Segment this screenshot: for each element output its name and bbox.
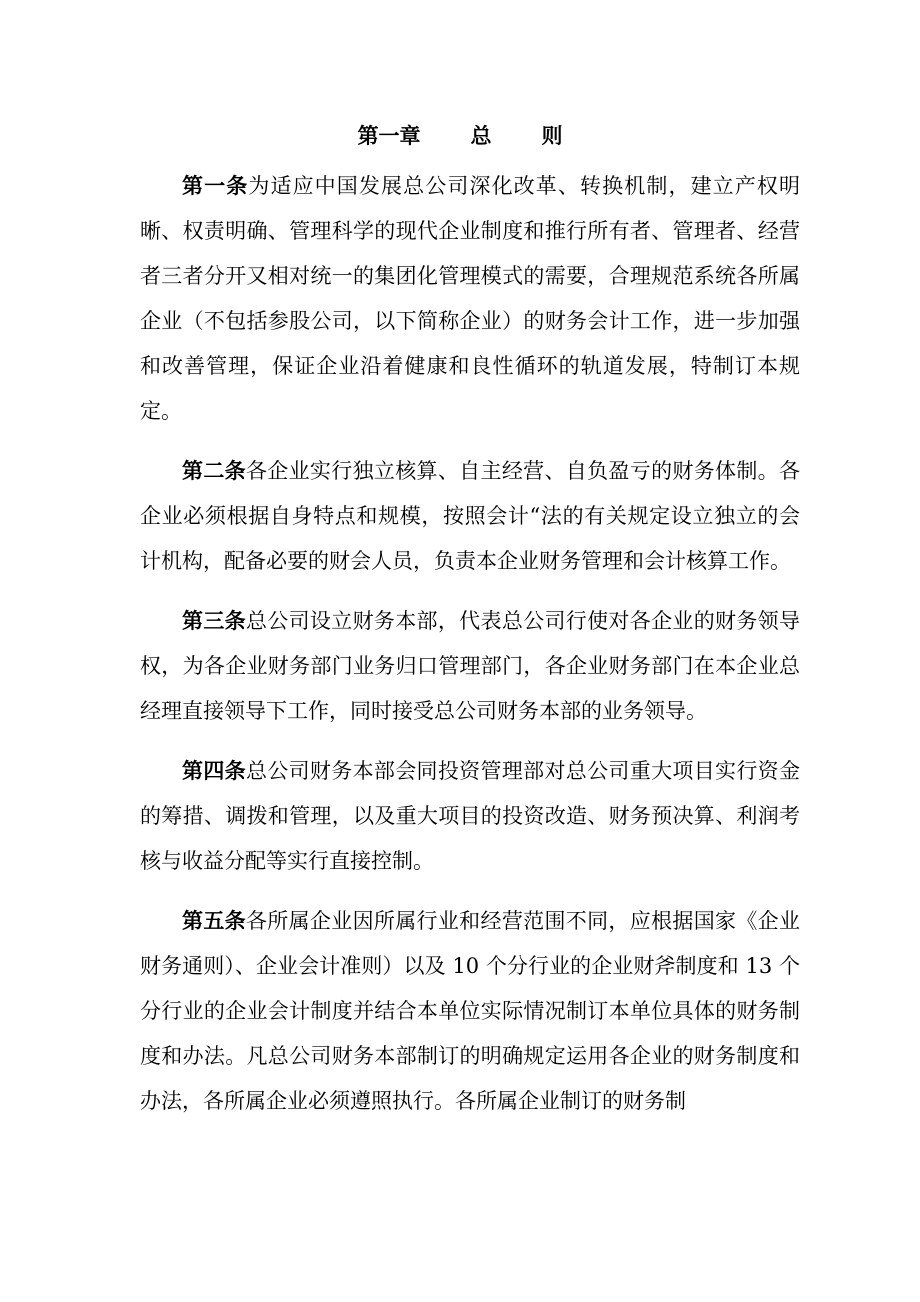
article-1 [140,163,800,434]
article-1-text: 为适应中国发展总公司深化改革、转换机制，建立产权明晰、权责明确、管理科学的现代企业制度和推行所有者、管理者、经营者三者分开又相对统一的集团化管理模式的需要，合理规范系统各所属企业（不包括参股公司，以下简称企业）的财务会计工作，进一步加强和改善管理，保证企业沿着健康和良性循环的轨道发展，特制订本规定。 [140,174,801,423]
chapter-title-part1: 总 [470,123,492,148]
article-3-text: 总公司设立财务本部，代表总公司行使对各企业的财务领导权，为各企业财务部门业务归口管理部门，各企业财务部门在本企业总经理直接领导下工作，同时接受总公司财务本部的业务领导。 [140,609,801,723]
article-4-text: 总公司财务本部会同投资管理部对总公司重大项目实行资金的筹措、调拨和管理，以及重大项目的投资改造、财务预决算、利润考核与收益分配等实行直接控制。 [140,759,801,873]
document-body [140,163,800,1138]
chapter-title [0,118,920,154]
article-4-label: 第四条 [182,758,246,783]
article-2 [140,448,800,584]
article-1-label: 第一条 [182,173,249,198]
article-5-label: 第五条 [182,908,246,933]
article-3 [140,598,800,734]
article-5-text: 各所属企业因所属行业和经营范围不同，应根据国家《企业财务通则）、企业会计准则）以及 10 个分行业的企业财斧制度和 13 个分行业的企业会计制度并结合本单位实际情况制订本单位具体的财务制度和办法。凡总公司财务本部制订的明确规定运用各企业的财务制度和办法，各所属企业必须遵照执行。各所属企业制订的财务制 [140,909,801,1113]
chapter-number: 第一章 [357,123,421,148]
article-2-text: 各企业实行独立核算、自主经营、自负盈亏的财务体制。各企业必须根据自身特点和规模，按照会计“法的有关规定设立独立的会计机构，配备必要的财会人员，负责本企业财务管理和会计核算工作。 [140,459,801,573]
article-2-label: 第二条 [182,458,246,483]
article-5 [140,898,800,1124]
chapter-title-part2: 则 [541,123,563,148]
article-4 [140,748,800,884]
article-3-label: 第三条 [182,608,246,633]
